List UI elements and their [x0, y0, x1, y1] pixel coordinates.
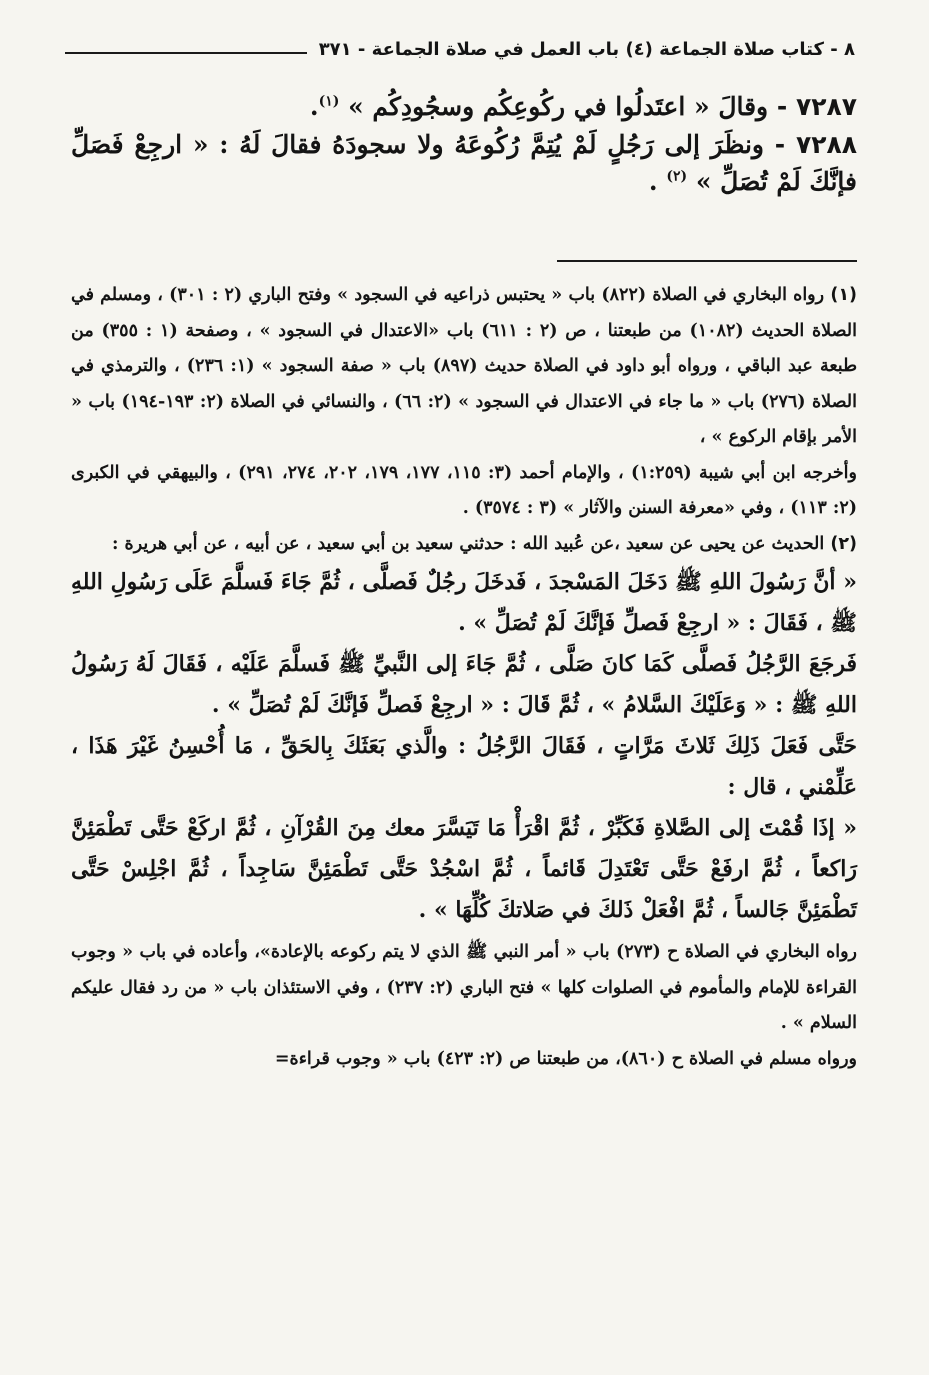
header-text: ٨ - كتاب صلاة الجماعة (٤) باب العمل في صلاة الجماعة - ٣٧١	[318, 38, 855, 60]
footnote-separator	[557, 260, 857, 262]
hadith-quote-2: فَرجَعَ الرَّجُلُ فَصلَّى كَمَا كانَ صَلَّى ، ثُمَّ جَاءَ إلى النَّبيِّ ﷺ فَسلَّمَ عَلَيْه ، فَقَالَ لَهُ رَسُولُ اللهِ ﷺ : « وَعَلَيْكَ السَّلامُ » ، ثُمَّ قَالَ : « ارجِعْ فَصلِّ فَإنَّكَ لَمْ تُصَلِّ » .	[71, 651, 857, 718]
hadith-7287	[71, 88, 857, 126]
footnote-intro: الحديث عن يحيى عن سعيد ،عن عُبيد الله : حدثني سعيد بن أبي سعيد ، عن أبيه ، عن أبي هريرة :	[112, 533, 825, 554]
header-rule	[65, 52, 307, 54]
source-bukhari: رواه البخاري في الصلاة ح (٢٧٣) باب « أمر النبي ﷺ الذي لا يتم ركوعه بالإعادة»، وأعاده في باب « وجوب القراءة للإمام والمأموم في الصلوات كلها » فتح الباري (٢: ٢٣٧) ، وفي الاستئذان باب « من رد فقال عليكم السلام » .	[71, 942, 858, 1033]
footnote-label: (٢)	[830, 533, 857, 554]
hadith-7288	[71, 126, 857, 201]
running-header	[65, 34, 855, 64]
footnote-ref[interactable]: (٢)	[666, 168, 688, 185]
hadith-quote-3: حَتَّى فَعَلَ ذَلِكَ ثَلاثَ مَرَّاتٍ ، فَقَالَ الرَّجُلُ : والَّذي بَعَثَكَ بِالحَقِّ ، مَا أُحْسِنُ غَيْرَ هَذَا ، عَلِّمْني ، قال :	[71, 733, 857, 800]
hadith-text: ونظَرَ إلى رَجُلٍ لَمْ يُتِمَّ رُكُوعَهُ ولا سجودَهُ فقالَ لَهُ : « ارجِعْ فَصَلِّ فإنَّكَ لَمْ تُصَلِّ »	[71, 129, 857, 196]
hadith-number: ٧٢٨٧ -	[776, 92, 857, 121]
hadith-tail: .	[309, 92, 319, 121]
source-muslim: ورواه مسلم في الصلاة ح (٨٦٠)، من طبعتنا ص (٢: ٤٢٣) باب « وجوب قراءة=	[274, 1048, 857, 1069]
footnote-label: (١)	[830, 285, 857, 305]
footnote-1	[71, 278, 857, 456]
hadith-tail: .	[648, 167, 667, 196]
hadith-number: ٧٢٨٨ -	[774, 129, 857, 159]
hadith-quote-4: « إذَا قُمْتَ إلى الصَّلاةِ فَكَبِّرْ ، ثُمَّ اقْرَأْ مَا تَيَسَّرَ معك مِنَ القُرْآنِ ، ثُمَّ اركَعْ حَتَّى تَطْمَئِنَّ رَاكعاً ، ثُمَّ ارفَعْ حَتَّى تَعْتَدِلَ قَائماً ، ثُمَّ اسْجُدْ حَتَّى تَطْمَئِنَّ سَاجِداً ، ثُمَّ اجْلِسْ حَتَّى تَطْمَئِنَّ جَالساً ، ثُمَّ افْعَلْ ذَلكَ في صَلاتكَ كُلِّهَا » .	[71, 815, 857, 923]
hadith-quote-1: « أنَّ رَسُولَ اللهِ ﷺ دَخَلَ المَسْجدَ ، فَدخَلَ رجُلٌ فَصلَّى ، ثُمَّ جَاءَ فَسلَّمَ عَلَى رَسُولِ اللهِ ﷺ ، فَقَالَ : « ارجِعْ فَصلِّ فَإنَّكَ لَمْ تُصَلِّ » .	[71, 569, 857, 636]
footnotes	[71, 278, 857, 1077]
hadith-text: وقالَ « اعتَدلُوا في ركُوعِكُم وسجُودِكُم »	[339, 92, 769, 121]
footnote-ref[interactable]: (١)	[318, 93, 340, 110]
footnote-1-continuation: وأخرجه ابن أبي شيبة (١:٢٥٩) ، والإمام أحمد (٣: ١١٥، ١٧٧، ١٧٩، ٢٠٢، ٢٧٤، ٢٩١) ، والبيهقي في الكبرى (٢: ١١٣) ، وفي «معرفة السنن والآثار » (٣ : ٣٥٧٤) .	[71, 462, 857, 518]
hadith-body	[71, 88, 857, 201]
footnote-2	[71, 527, 857, 563]
footnote-text: رواه البخاري في الصلاة (٨٢٢) باب « يحتبس ذراعيه في السجود » وفتح الباري (٢ : ٣٠١) ، ومسلم في الصلاة الحديث (١٠٨٢) من طبعتنا ، ص (٢ : ٦١١) باب «الاعتدال في السجود » ، وصفحة (١ : ٣٥٥) من طبعة عبد الباقي ، ورواه أبو داود في الصلاة حديث (٨٩٧) باب « صفة السجود » (١: ٢٣٦) ، والترمذي في الصلاة (٢٧٦) باب « ما جاء في الاعتدال في السجود » (٢: ٦٦) ، والنسائي في الصلاة (٢: ١٩٣-١٩٤) باب « الأمر بإقام الركوع » ،	[71, 285, 857, 447]
